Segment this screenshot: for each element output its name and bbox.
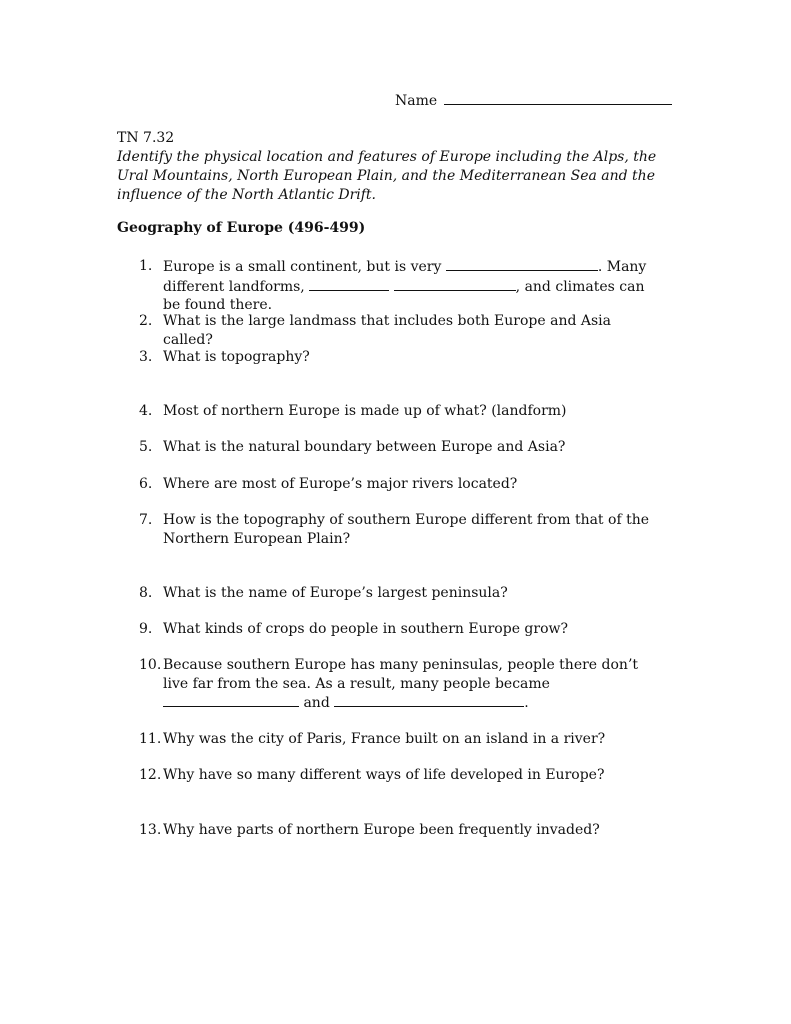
answer-blank[interactable] bbox=[334, 693, 524, 707]
question-text-part: . Many different landforms, bbox=[163, 259, 647, 295]
question-text: What is the name of Europe’s largest peninsula? bbox=[163, 585, 508, 601]
name-blank[interactable] bbox=[444, 92, 672, 105]
question-number: 9. bbox=[139, 621, 153, 637]
answer-blank[interactable] bbox=[446, 257, 598, 271]
standard-block bbox=[117, 129, 687, 205]
question-text-part: Europe is a small continent, but is very bbox=[163, 259, 442, 275]
question-text: Most of northern Europe is made up of what? (landform) bbox=[163, 403, 567, 419]
question-text-part: . bbox=[524, 695, 529, 711]
question-1 bbox=[139, 257, 659, 315]
question-text: What is the natural boundary between Europe and Asia? bbox=[163, 439, 566, 455]
standard-code: TN 7.32 bbox=[117, 130, 175, 146]
question-text-part: and bbox=[303, 695, 330, 711]
question-text: Where are most of Europe’s major rivers located? bbox=[163, 476, 518, 492]
question-text-part: Because southern Europe has many peninsulas, people there don’t live far from the sea. As a result, many people became bbox=[163, 657, 639, 692]
question-text: Why have so many different ways of life developed in Europe? bbox=[163, 767, 605, 783]
question-8 bbox=[139, 584, 659, 603]
question-text: How is the topography of southern Europe different from that of the Northern European Plain? bbox=[163, 512, 650, 547]
question-number: 4. bbox=[139, 403, 153, 419]
name-field bbox=[395, 92, 672, 109]
question-text: What is the large landmass that includes both Europe and Asia called? bbox=[163, 313, 611, 348]
question-text: What is topography? bbox=[163, 349, 310, 365]
question-11 bbox=[139, 730, 659, 749]
question-5 bbox=[139, 438, 659, 457]
answer-blank[interactable] bbox=[394, 277, 516, 291]
question-6 bbox=[139, 475, 659, 494]
section-title: Geography of Europe (496-499) bbox=[117, 220, 366, 236]
answer-blank[interactable] bbox=[163, 693, 299, 707]
question-number: 8. bbox=[139, 585, 153, 601]
question-7 bbox=[139, 511, 659, 548]
question-number: 3. bbox=[139, 349, 153, 365]
question-text bbox=[163, 656, 659, 713]
question-number: 6. bbox=[139, 476, 153, 492]
question-number: 1. bbox=[139, 258, 153, 274]
question-number: 2. bbox=[139, 313, 153, 329]
question-number: 13. bbox=[139, 822, 162, 838]
question-3 bbox=[139, 348, 659, 367]
question-2 bbox=[139, 312, 659, 349]
question-text: Why was the city of Paris, France built on an island in a river? bbox=[163, 731, 606, 747]
question-10 bbox=[139, 656, 659, 713]
question-4 bbox=[139, 402, 659, 421]
question-12 bbox=[139, 766, 659, 785]
question-number: 7. bbox=[139, 512, 153, 528]
question-text: Why have parts of northern Europe been frequently invaded? bbox=[163, 822, 600, 838]
standard-text: Identify the physical location and features of Europe including the Alps, the Ural Mountains, North European Plain, and the Mediterranean Sea and the influence of the North Atlantic Drift. bbox=[117, 149, 657, 203]
question-number: 12. bbox=[139, 767, 162, 783]
question-number: 11. bbox=[139, 731, 162, 747]
question-number: 10. bbox=[139, 657, 162, 673]
answer-blank[interactable] bbox=[309, 277, 389, 291]
question-text: What kinds of crops do people in southern Europe grow? bbox=[163, 621, 569, 637]
question-text bbox=[163, 257, 659, 315]
name-label: Name bbox=[395, 93, 438, 109]
question-text-part: , and climates can be found there. bbox=[163, 278, 645, 313]
question-9 bbox=[139, 620, 659, 639]
question-number: 5. bbox=[139, 439, 153, 455]
question-13 bbox=[139, 821, 659, 840]
